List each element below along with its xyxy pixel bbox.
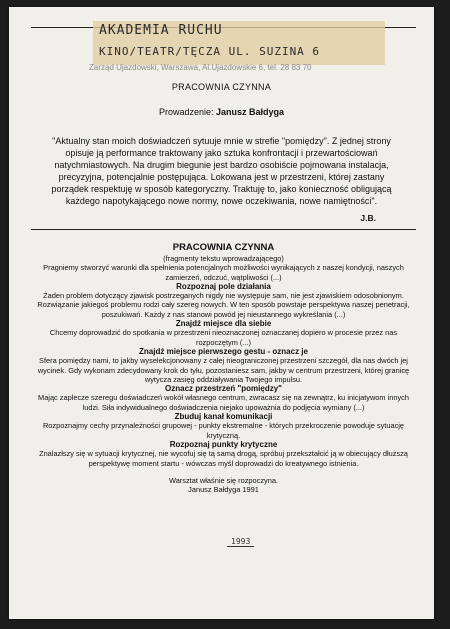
leader-name: Janusz Bałdyga — [216, 107, 285, 117]
section-heading: Oznacz przestrzeń "pomiędzy" — [165, 384, 282, 394]
quote-initials: J.B. — [360, 213, 376, 223]
section-heading: Znajdź miejsce pierwszego gestu - oznacz je — [139, 346, 308, 356]
fragment-title: PRACOWNIA CZYNNA — [172, 242, 275, 253]
fragment-intro: Pragniemy stworzyć warunki dla spełnienia potencjalnych możliwości wynikających z naszej kondycji, naszych zamierzeń, odczuć, wątpliwości (...) — [43, 263, 404, 282]
section-heading: Zbuduj kanał komunikacji — [174, 412, 273, 422]
middle-rule — [31, 229, 416, 230]
fragment-body — [31, 241, 416, 494]
leader-line — [9, 107, 434, 117]
section-heading: Rozpoznaj punkty krytyczne — [169, 439, 278, 449]
signature-line: Janusz Bałdyga 1991 — [188, 485, 259, 495]
section-heading: Znajdź miejsce dla siebie — [175, 319, 272, 329]
artist-quote: "Aktualny stan moich doświadczeń sytuuje mnie w strefie "pomiędzy". Z jednej strony opisuje ją performance traktowany jako sztuka konfrontacji i przewartościowań natychmiastowych. Na drugim biegunie jest bardzo osobiście pojmowana instalacja, precyzyjna, potencjalnie postępująca. Lokowana jest w przestrzeni, której zastany porządek respektuję w sposób kategoryczny. Traktuję to, jako konieczność obligującą każdego napotykającego nowe normy, nowe oczekiwania, nowe namiętności". — [51, 136, 392, 206]
section-heading: Rozpoznaj pole działania — [176, 281, 271, 291]
section-text: Sfera pomiędzy nami, to jakby wyselekcjonowany z całej nieograniczonej przestrzeni szczegół, dla nas dwóch jej wycinek. Gdy wykonam zdecydowany krok do tyłu, pozostaniesz sam, jakby w centrum przestrzeni, której granicę wytycza zasięg oddziaływania Twojego impulsu. — [37, 356, 410, 384]
section-text: Mając zaplecze szeregu doświadczeń wokół własnego centrum, zwracasz się na zewnątrz, ku inicjatywom innych ludzi. Siła indywidualnego doświadczenia niejako upoważnia do podjęcia wymiany (...) — [38, 393, 409, 412]
leader-label: Prowadzenie: — [158, 107, 214, 117]
handwritten-header-line1: AKADEMIA RUCHU — [99, 23, 223, 38]
section-text: Chcemy doprowadzić do spotkania w przestrzeni nieoznaczonej oznaczanej dopiero w procesie przez nas rozpoczętym (...) — [49, 328, 398, 347]
section-text: Żaden problem dotyczący zjawisk postrzeganych nigdy nie występuje sam, nie jest zjawiskiem odosobnionym. Rozwiązanie jakiegoś problemu rodzi cały szereg nowych. W ten sposób powstaje perspektywa naszej penetracji, poszukiwań. Każdy z nas stanowi powód jej nieustannego wykreślania (...) — [37, 291, 410, 319]
handwritten-header-line2: KINO/TEATR/TĘCZA UL. SUZINA 6 — [99, 45, 321, 58]
printed-address-stamp: Zarząd Ujazdowski, Warszawa, Al.Ujazdowskie 6, tel. 28 83 70 — [89, 63, 312, 72]
handwritten-year: 1993 — [227, 537, 254, 547]
section-text: Znalazłszy się w sytuacji krytycznej, nie wycofuj się tą samą drogą, spróbuj przekształcić ją w obiecujący dłuższą perspektywę moment startu - wówczas myśl doprowadzi do kreatywnego istnienia. — [39, 449, 408, 468]
closing-line: Warsztat właśnie się rozpoczyna. — [169, 475, 278, 485]
page-title: PRACOWNIA CZYNNA — [171, 82, 272, 92]
document-sheet — [9, 7, 434, 619]
fragment-subtitle: (fragmenty tekstu wprowadzającego) — [163, 254, 284, 263]
section-text: Rozpoznajmy cechy przynależności grupowej - punkty ekstremalne - których przekroczenie powoduje sytuację krytyczną. — [42, 421, 405, 440]
